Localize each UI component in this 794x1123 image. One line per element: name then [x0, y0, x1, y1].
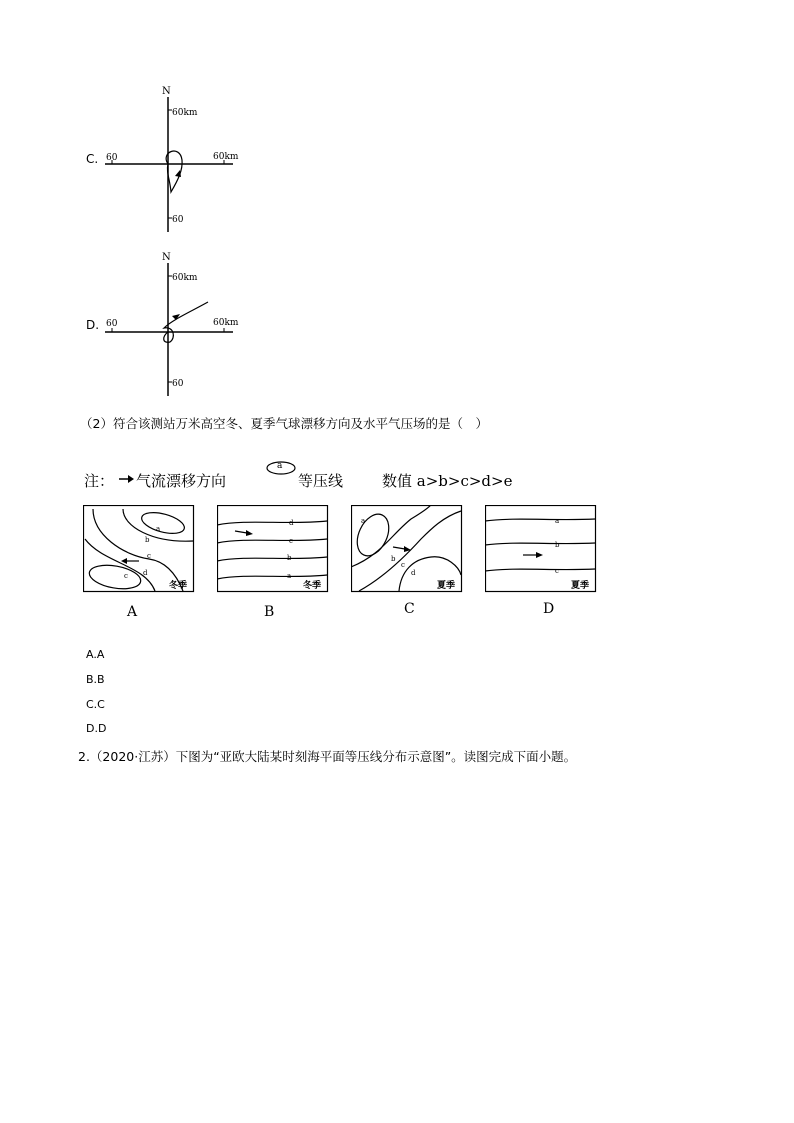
- panel-c-caption: C: [404, 601, 415, 617]
- panel-d: [485, 505, 597, 595]
- question-2-text: （2）符合该测站万米高空冬、夏季气球漂移方向及水平气压场的是（ ）: [80, 416, 488, 431]
- isobar-label-b: b: [287, 554, 292, 562]
- panel-d-caption: D: [543, 601, 555, 617]
- bottom-tick-label: 60: [172, 379, 184, 389]
- isobar-label-d: d: [143, 569, 148, 577]
- isobar-label-c: c: [147, 552, 151, 560]
- north-label: N: [162, 252, 171, 263]
- legend: [84, 462, 564, 492]
- isobar-label-b: b: [555, 541, 560, 549]
- arrow-icon: [118, 474, 134, 484]
- left-tick-label: 60: [106, 319, 118, 329]
- season-label: 夏季: [437, 581, 456, 591]
- isobar-label-a: a: [156, 525, 161, 533]
- isobar-label-a: a: [287, 572, 292, 580]
- option-b[interactable]: B.B: [86, 673, 105, 686]
- figure-c-diagram: [100, 82, 250, 237]
- isobar-label-b: b: [391, 555, 396, 563]
- panel-a-caption: A: [127, 604, 138, 620]
- isobar-label-d: d: [411, 569, 416, 577]
- panel-b-caption: B: [264, 604, 275, 620]
- drift-arrowhead: [172, 314, 180, 320]
- option-a[interactable]: A.A: [86, 648, 105, 661]
- isobar-icon: [264, 456, 300, 480]
- panel-b: [217, 505, 329, 595]
- isobar-label-d: d: [289, 519, 294, 527]
- top-tick-label: 60km: [172, 108, 198, 118]
- option-c[interactable]: C.C: [86, 698, 105, 711]
- season-label: 冬季: [169, 581, 188, 591]
- figure-c-label: C.: [86, 152, 99, 166]
- drift-path: [164, 302, 208, 342]
- isobar-label-c: c: [555, 567, 559, 575]
- season-label: 夏季: [571, 581, 590, 591]
- isobar-label-a: a: [361, 517, 366, 525]
- top-tick-label: 60km: [172, 273, 198, 283]
- legend-arrow-text: 气流漂移方向: [136, 472, 227, 490]
- season-label: 冬季: [303, 581, 322, 591]
- drift-arrowhead: [175, 170, 181, 177]
- bottom-tick-label: 60: [172, 215, 184, 225]
- north-label: N: [162, 86, 171, 97]
- panel-c: [351, 505, 463, 595]
- figure-d-diagram: [100, 248, 250, 400]
- legend-note: 注：: [84, 472, 115, 490]
- isobar-label-a: a: [555, 517, 560, 525]
- question-next-text: 2.（2020·江苏）下图为“亚欧大陆某时刻海平面等压线分布示意图”。读图完成下面小题。: [78, 749, 577, 764]
- right-tick-label: 60km: [213, 152, 239, 162]
- option-d[interactable]: D.D: [86, 722, 107, 735]
- left-tick-label: 60: [106, 153, 118, 163]
- figure-d-label: D.: [86, 318, 100, 332]
- isobar-label-c: c: [289, 537, 293, 545]
- right-tick-label: 60km: [213, 318, 239, 328]
- legend-values-text: 数值 a>b>c>d>e: [382, 472, 513, 490]
- isobar-label-b: b: [145, 536, 150, 544]
- isobar-label-c2: c: [124, 572, 128, 580]
- legend-isobar-text: 等压线: [298, 472, 344, 490]
- isobar-label-c: c: [401, 561, 405, 569]
- panel-a: [83, 505, 195, 595]
- isobar-letter: a: [277, 461, 283, 471]
